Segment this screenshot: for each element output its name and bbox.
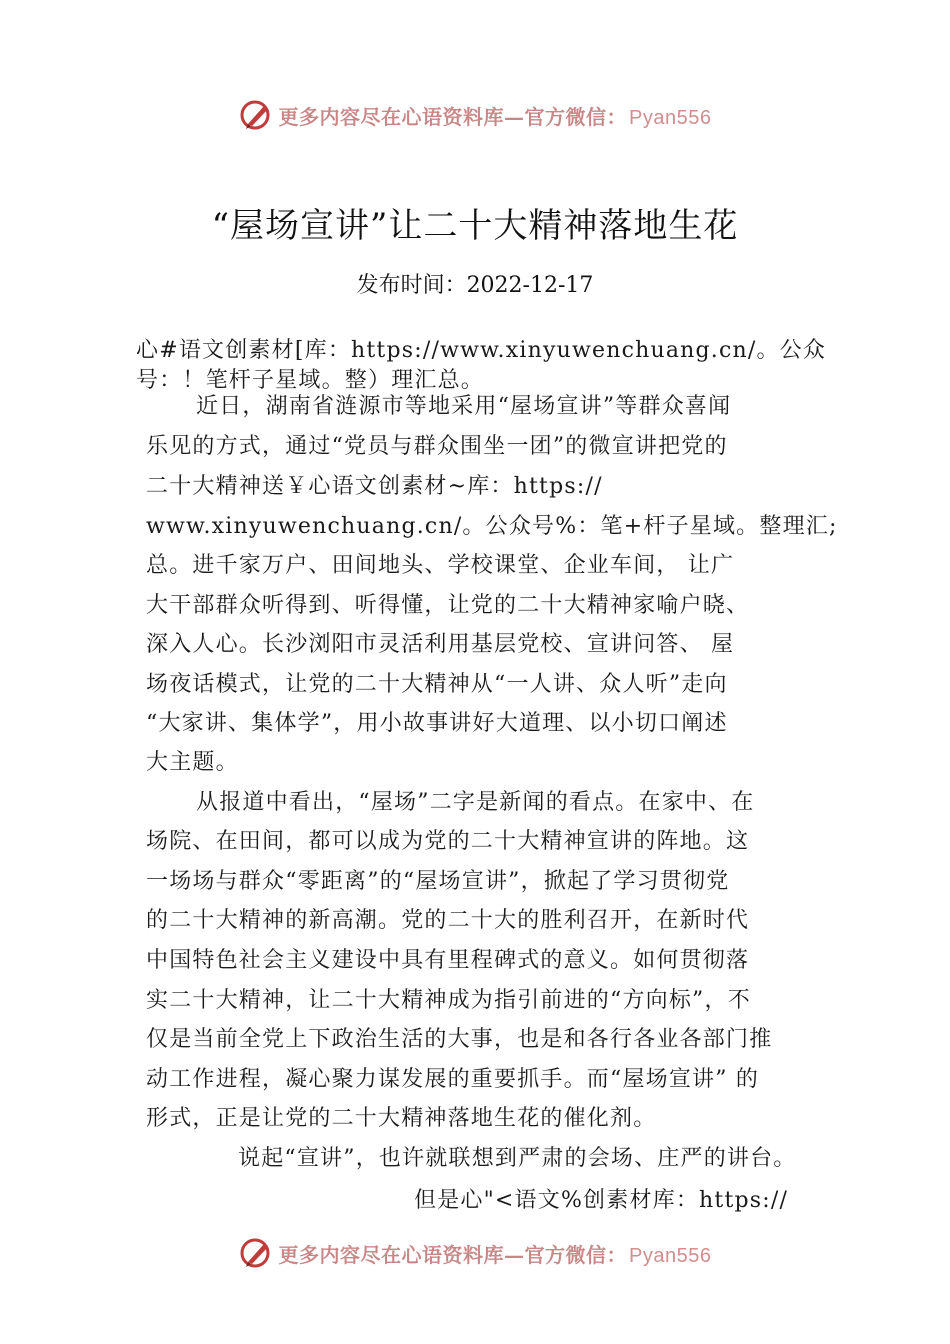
body-line: 实二十大精神，让二十大精神成为指引前进的“方向标”，不 — [146, 988, 751, 1013]
body-line: 说起“宣讲”，也许就联想到严肃的会场、庄严的讲台。 — [238, 1146, 797, 1171]
pen-logo-icon — [239, 1236, 273, 1270]
banner-text: 更多内容尽在心语资料库—官方微信： Pyan556 — [278, 1242, 712, 1267]
article-title: “屋场宣讲”让二十大精神落地生花 — [211, 206, 739, 246]
header-banner — [0, 95, 950, 135]
body-line: 乐见的方式，通过“党员与群众围坐一团”的微宣讲把党的 — [146, 434, 728, 459]
body-line: www.xinyuwenchuang.cn/。公众号%：笔+杆子星域。整理汇; — [146, 514, 838, 539]
body-line: 一场场与群众“零距离”的“屋场宣讲”，掀起了学习贯彻党 — [146, 869, 730, 894]
body-line: 大主题。 — [146, 750, 239, 775]
body-line: 但是心"<语文%创素材库：https:// — [414, 1188, 789, 1213]
pen-logo-icon — [239, 98, 273, 132]
body-line: 场夜话模式，让党的二十大精神从“一人讲、众人听”走向 — [146, 672, 728, 697]
wechat-id: Pyan556 — [629, 1244, 712, 1267]
body-line: 从报道中看出，“屋场”二字是新闻的看点。在家中、在 — [196, 790, 755, 815]
body-line: 场院、在田间，都可以成为党的二十大精神宣讲的阵地。这 — [146, 829, 750, 854]
publish-date: 发布时间：2022-12-17 — [356, 273, 594, 298]
footer-banner — [0, 1233, 950, 1273]
body-line: 的二十大精神的新高潮。党的二十大的胜利召开，在新时代 — [146, 908, 750, 933]
body-line: 大干部群众听得到、听得懂，让党的二十大精神家喻户晓、 — [146, 593, 750, 618]
body-line: 总。进千家万户、田间地头、学校课堂、企业车间， 让广 — [146, 553, 735, 578]
body-line: 二十大精神送￥心语文创素材~库：https:// — [146, 474, 603, 499]
body-line: 动工作进程，凝心聚力谋发展的重要抓手。而“屋场宣讲” 的 — [146, 1067, 760, 1092]
banner-text: 更多内容尽在心语资料库—官方微信： Pyan556 — [278, 104, 712, 129]
wechat-id: Pyan556 — [629, 106, 712, 129]
body-line: 号：！笔杆子星域。整）理汇总。 — [136, 368, 485, 393]
body-line: “大家讲、集体学”，用小故事讲好大道理、以小切口阐述 — [146, 711, 728, 736]
body-line: 仅是当前全党上下政治生活的大事，也是和各行各业各部门推 — [146, 1027, 773, 1052]
body-line: 深入人心。长沙浏阳市灵活利用基层党校、宣讲问答、 屋 — [146, 632, 735, 657]
body-line: 中国特色社会主义建设中具有里程碑式的意义。如何贯彻落 — [146, 948, 750, 973]
body-line: 心#语文创素材[库：https://www.xinyuwenchuang.cn/。公众 — [136, 338, 827, 363]
body-line: 形式，正是让党的二十大精神落地生花的催化剂。 — [146, 1106, 657, 1131]
body-line: 近日，湖南省涟源市等地采用“屋场宣讲”等群众喜闻 — [196, 394, 732, 419]
